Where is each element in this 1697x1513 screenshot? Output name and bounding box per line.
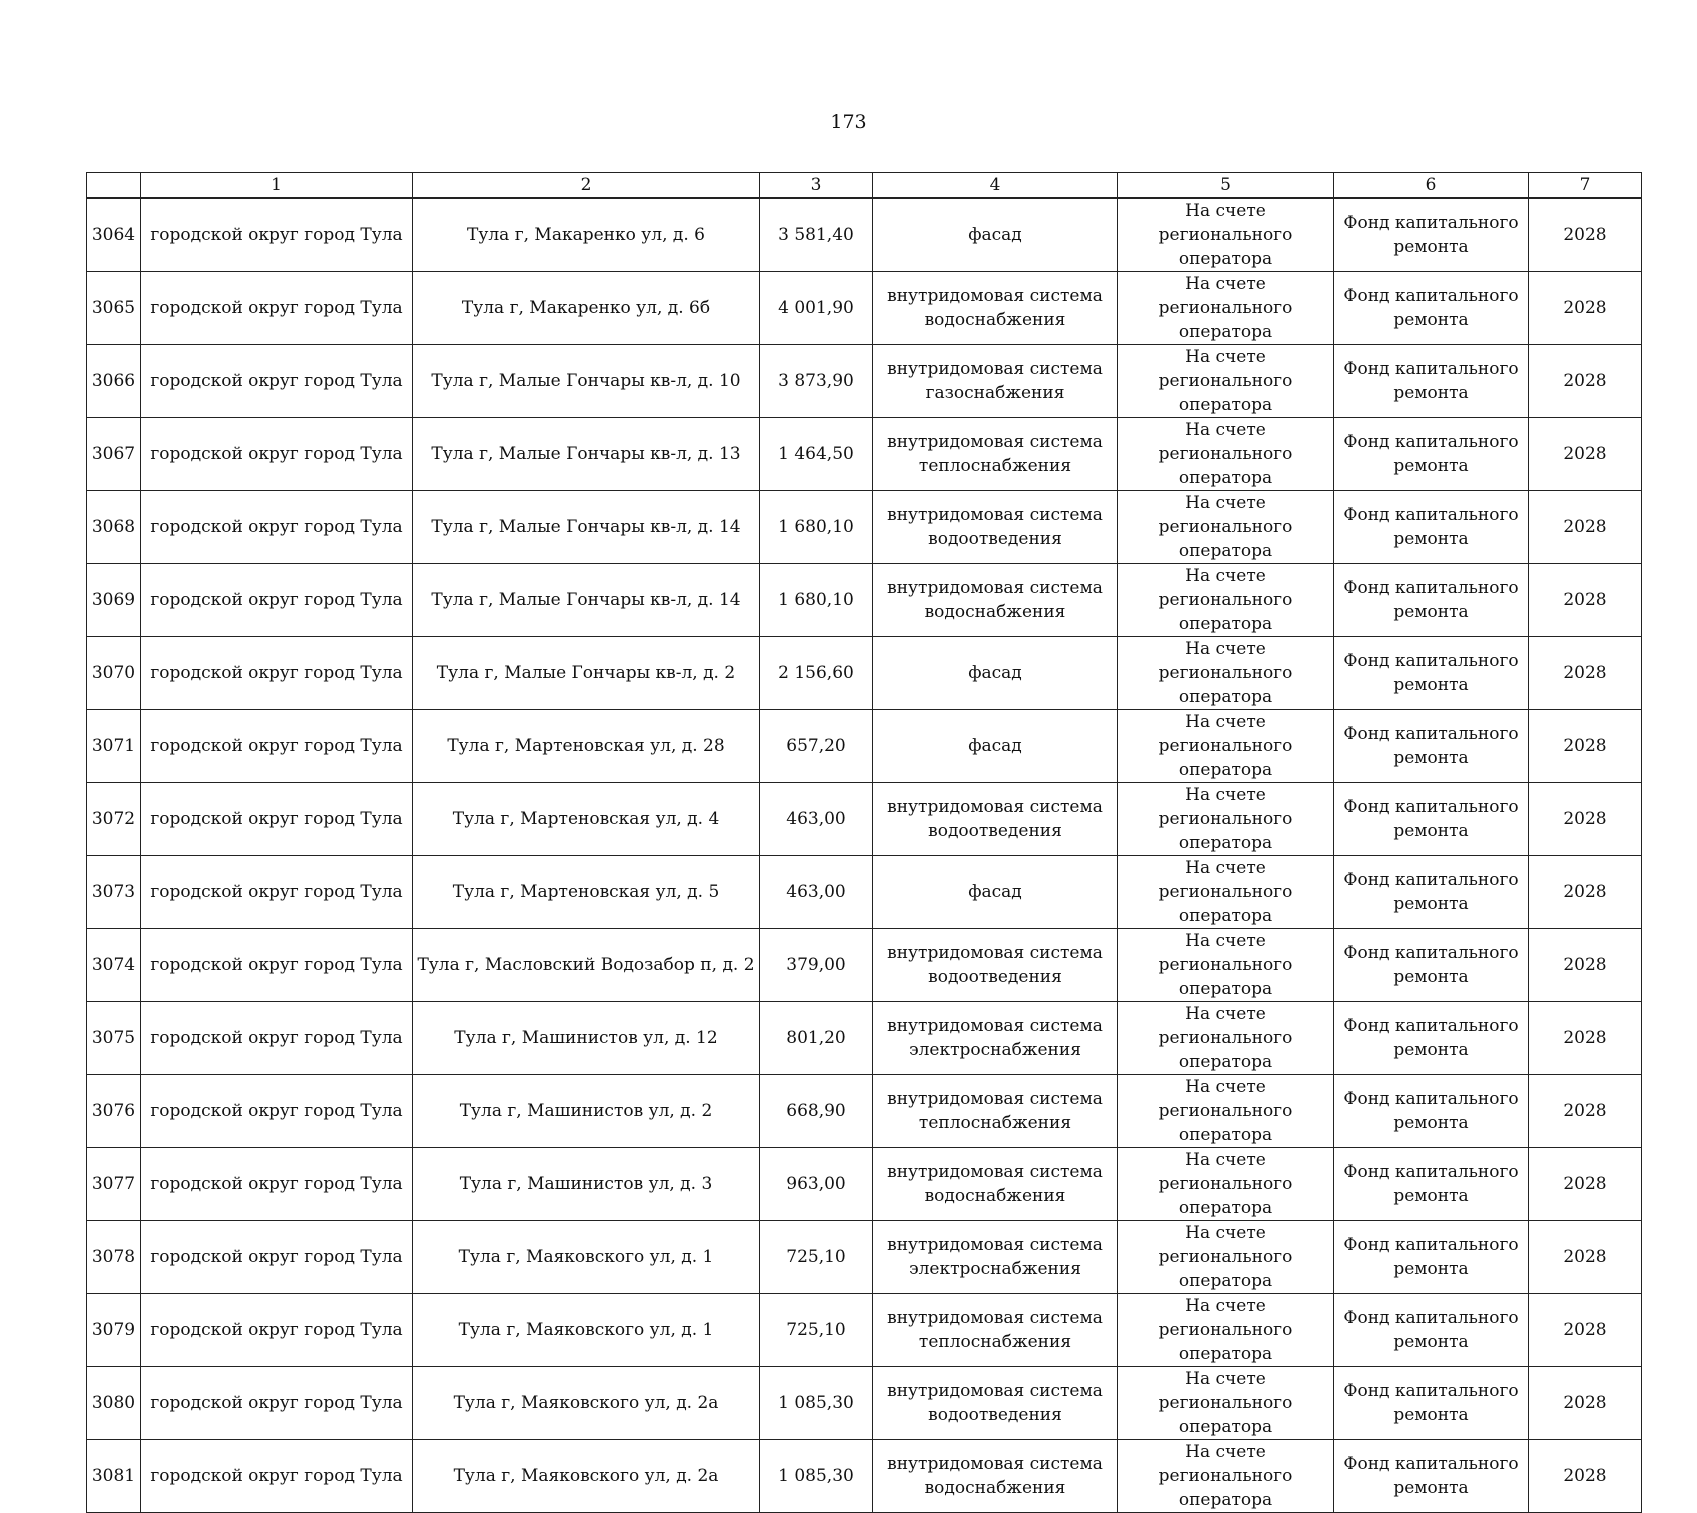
work-type-cell: внутридомовая система водоснабжения	[873, 1440, 1118, 1513]
fund-account-cell: На счете регионального оператора	[1118, 491, 1334, 564]
fund-account-cell: На счете регионального оператора	[1118, 929, 1334, 1002]
municipality-cell: городской округ город Тула	[141, 345, 413, 418]
area-cell: 657,20	[760, 710, 873, 783]
column-header: 3	[760, 173, 873, 199]
table-row	[87, 710, 1642, 783]
work-type-cell: внутридомовая система электроснабжения	[873, 1221, 1118, 1294]
municipality-cell: городской округ город Тула	[141, 1294, 413, 1367]
municipality-cell: городской округ город Тула	[141, 1002, 413, 1075]
fund-source-cell: Фонд капитального ремонта	[1334, 1002, 1529, 1075]
municipality-cell: городской округ город Тула	[141, 783, 413, 856]
municipality-cell: городской округ город Тула	[141, 856, 413, 929]
area-cell: 801,20	[760, 1002, 873, 1075]
table-row	[87, 1294, 1642, 1367]
municipality-cell: городской округ город Тула	[141, 491, 413, 564]
fund-account-cell: На счете регионального оператора	[1118, 1075, 1334, 1148]
table-row	[87, 1221, 1642, 1294]
fund-source-cell: Фонд капитального ремонта	[1334, 1367, 1529, 1440]
row-number-cell: 3078	[87, 1221, 141, 1294]
area-cell: 4 001,90	[760, 272, 873, 345]
year-cell: 2028	[1529, 198, 1642, 272]
fund-account-cell: На счете регионального оператора	[1118, 345, 1334, 418]
address-cell: Тула г, Маяковского ул, д. 1	[413, 1294, 760, 1367]
address-cell: Тула г, Машинистов ул, д. 12	[413, 1002, 760, 1075]
year-cell: 2028	[1529, 1075, 1642, 1148]
fund-account-cell: На счете регионального оператора	[1118, 1367, 1334, 1440]
fund-account-cell: На счете регионального оператора	[1118, 1440, 1334, 1513]
row-number-cell: 3069	[87, 564, 141, 637]
municipality-cell: городской округ город Тула	[141, 1075, 413, 1148]
year-cell: 2028	[1529, 1367, 1642, 1440]
work-type-cell: внутридомовая система электроснабжения	[873, 1002, 1118, 1075]
fund-account-cell: На счете регионального оператора	[1118, 1221, 1334, 1294]
address-cell: Тула г, Малые Гончары кв-л, д. 14	[413, 564, 760, 637]
municipality-cell: городской округ город Тула	[141, 272, 413, 345]
work-type-cell: внутридомовая система водоснабжения	[873, 272, 1118, 345]
work-type-cell: внутридомовая система водоотведения	[873, 783, 1118, 856]
work-type-cell: фасад	[873, 198, 1118, 272]
fund-source-cell: Фонд капитального ремонта	[1334, 856, 1529, 929]
year-cell: 2028	[1529, 272, 1642, 345]
row-number-cell: 3067	[87, 418, 141, 491]
area-cell: 1 464,50	[760, 418, 873, 491]
fund-account-cell: На счете регионального оператора	[1118, 1294, 1334, 1367]
fund-source-cell: Фонд капитального ремонта	[1334, 783, 1529, 856]
fund-source-cell: Фонд капитального ремонта	[1334, 564, 1529, 637]
fund-account-cell: На счете регионального оператора	[1118, 418, 1334, 491]
address-cell: Тула г, Машинистов ул, д. 2	[413, 1075, 760, 1148]
municipality-cell: городской округ город Тула	[141, 1367, 413, 1440]
fund-account-cell: На счете регионального оператора	[1118, 564, 1334, 637]
year-cell: 2028	[1529, 1148, 1642, 1221]
table-header-row	[87, 173, 1642, 199]
row-number-cell: 3064	[87, 198, 141, 272]
table-row	[87, 637, 1642, 710]
area-cell: 1 085,30	[760, 1440, 873, 1513]
work-type-cell: внутридомовая система теплоснабжения	[873, 418, 1118, 491]
work-type-cell: фасад	[873, 856, 1118, 929]
fund-source-cell: Фонд капитального ремонта	[1334, 198, 1529, 272]
fund-source-cell: Фонд капитального ремонта	[1334, 272, 1529, 345]
table-row	[87, 1075, 1642, 1148]
row-number-cell: 3065	[87, 272, 141, 345]
address-cell: Тула г, Маяковского ул, д. 2а	[413, 1367, 760, 1440]
area-cell: 3 873,90	[760, 345, 873, 418]
address-cell: Тула г, Малые Гончары кв-л, д. 2	[413, 637, 760, 710]
table-row	[87, 564, 1642, 637]
municipality-cell: городской округ город Тула	[141, 710, 413, 783]
row-number-cell: 3073	[87, 856, 141, 929]
row-number-cell: 3074	[87, 929, 141, 1002]
column-header: 7	[1529, 173, 1642, 199]
year-cell: 2028	[1529, 418, 1642, 491]
fund-source-cell: Фонд капитального ремонта	[1334, 1148, 1529, 1221]
fund-account-cell: На счете регионального оператора	[1118, 783, 1334, 856]
municipality-cell: городской округ город Тула	[141, 418, 413, 491]
work-type-cell: фасад	[873, 710, 1118, 783]
address-cell: Тула г, Малые Гончары кв-л, д. 13	[413, 418, 760, 491]
area-cell: 1 680,10	[760, 564, 873, 637]
table-row	[87, 1367, 1642, 1440]
year-cell: 2028	[1529, 491, 1642, 564]
area-cell: 725,10	[760, 1294, 873, 1367]
table-row	[87, 1002, 1642, 1075]
table-row	[87, 1440, 1642, 1513]
year-cell: 2028	[1529, 1002, 1642, 1075]
area-cell: 463,00	[760, 783, 873, 856]
address-cell: Тула г, Маяковского ул, д. 1	[413, 1221, 760, 1294]
fund-account-cell: На счете регионального оператора	[1118, 272, 1334, 345]
municipality-cell: городской округ город Тула	[141, 1148, 413, 1221]
fund-source-cell: Фонд капитального ремонта	[1334, 1440, 1529, 1513]
year-cell: 2028	[1529, 783, 1642, 856]
address-cell: Тула г, Малые Гончары кв-л, д. 10	[413, 345, 760, 418]
row-number-cell: 3080	[87, 1367, 141, 1440]
column-header	[87, 173, 141, 199]
address-cell: Тула г, Макаренко ул, д. 6	[413, 198, 760, 272]
column-header: 4	[873, 173, 1118, 199]
area-cell: 1 085,30	[760, 1367, 873, 1440]
row-number-cell: 3071	[87, 710, 141, 783]
column-header: 6	[1334, 173, 1529, 199]
fund-account-cell: На счете регионального оператора	[1118, 1148, 1334, 1221]
table-row	[87, 272, 1642, 345]
fund-source-cell: Фонд капитального ремонта	[1334, 491, 1529, 564]
fund-source-cell: Фонд капитального ремонта	[1334, 345, 1529, 418]
work-type-cell: внутридомовая система водоснабжения	[873, 1148, 1118, 1221]
fund-account-cell: На счете регионального оператора	[1118, 637, 1334, 710]
row-number-cell: 3077	[87, 1148, 141, 1221]
fund-source-cell: Фонд капитального ремонта	[1334, 1221, 1529, 1294]
year-cell: 2028	[1529, 1221, 1642, 1294]
work-type-cell: внутридомовая система теплоснабжения	[873, 1294, 1118, 1367]
area-cell: 725,10	[760, 1221, 873, 1294]
fund-source-cell: Фонд капитального ремонта	[1334, 929, 1529, 1002]
table-row	[87, 491, 1642, 564]
address-cell: Тула г, Масловский Водозабор п, д. 2	[413, 929, 760, 1002]
row-number-cell: 3066	[87, 345, 141, 418]
address-cell: Тула г, Мартеновская ул, д. 4	[413, 783, 760, 856]
fund-source-cell: Фонд капитального ремонта	[1334, 637, 1529, 710]
fund-source-cell: Фонд капитального ремонта	[1334, 1294, 1529, 1367]
row-number-cell: 3081	[87, 1440, 141, 1513]
fund-source-cell: Фонд капитального ремонта	[1334, 1075, 1529, 1148]
area-cell: 963,00	[760, 1148, 873, 1221]
row-number-cell: 3075	[87, 1002, 141, 1075]
municipality-cell: городской округ город Тула	[141, 637, 413, 710]
municipality-cell: городской округ город Тула	[141, 564, 413, 637]
area-cell: 3 581,40	[760, 198, 873, 272]
area-cell: 379,00	[760, 929, 873, 1002]
year-cell: 2028	[1529, 564, 1642, 637]
municipality-cell: городской округ город Тула	[141, 1440, 413, 1513]
table-row	[87, 1148, 1642, 1221]
address-cell: Тула г, Макаренко ул, д. 6б	[413, 272, 760, 345]
address-cell: Тула г, Мартеновская ул, д. 5	[413, 856, 760, 929]
table-row	[87, 783, 1642, 856]
year-cell: 2028	[1529, 637, 1642, 710]
area-cell: 2 156,60	[760, 637, 873, 710]
fund-source-cell: Фонд капитального ремонта	[1334, 710, 1529, 783]
area-cell: 1 680,10	[760, 491, 873, 564]
fund-account-cell: На счете регионального оператора	[1118, 856, 1334, 929]
year-cell: 2028	[1529, 856, 1642, 929]
fund-account-cell: На счете регионального оператора	[1118, 198, 1334, 272]
work-type-cell: внутридомовая система водоснабжения	[873, 564, 1118, 637]
fund-account-cell: На счете регионального оператора	[1118, 1002, 1334, 1075]
address-cell: Тула г, Машинистов ул, д. 3	[413, 1148, 760, 1221]
row-number-cell: 3072	[87, 783, 141, 856]
work-type-cell: внутридомовая система водоотведения	[873, 1367, 1118, 1440]
year-cell: 2028	[1529, 1440, 1642, 1513]
year-cell: 2028	[1529, 710, 1642, 783]
address-cell: Тула г, Малые Гончары кв-л, д. 14	[413, 491, 760, 564]
work-type-cell: внутридомовая система теплоснабжения	[873, 1075, 1118, 1148]
area-cell: 463,00	[760, 856, 873, 929]
table-row	[87, 418, 1642, 491]
area-cell: 668,90	[760, 1075, 873, 1148]
table-row	[87, 345, 1642, 418]
row-number-cell: 3076	[87, 1075, 141, 1148]
work-type-cell: фасад	[873, 637, 1118, 710]
column-header: 5	[1118, 173, 1334, 199]
work-type-cell: внутридомовая система водоотведения	[873, 929, 1118, 1002]
year-cell: 2028	[1529, 1294, 1642, 1367]
work-type-cell: внутридомовая система водоотведения	[873, 491, 1118, 564]
table-row	[87, 198, 1642, 272]
fund-source-cell: Фонд капитального ремонта	[1334, 418, 1529, 491]
work-type-cell: внутридомовая система газоснабжения	[873, 345, 1118, 418]
column-header: 1	[141, 173, 413, 199]
row-number-cell: 3068	[87, 491, 141, 564]
year-cell: 2028	[1529, 345, 1642, 418]
table-body	[87, 198, 1642, 1513]
year-cell: 2028	[1529, 929, 1642, 1002]
table-row	[87, 929, 1642, 1002]
address-cell: Тула г, Маяковского ул, д. 2а	[413, 1440, 760, 1513]
table-row	[87, 856, 1642, 929]
address-cell: Тула г, Мартеновская ул, д. 28	[413, 710, 760, 783]
municipality-cell: городской округ город Тула	[141, 198, 413, 272]
row-number-cell: 3079	[87, 1294, 141, 1367]
row-number-cell: 3070	[87, 637, 141, 710]
fund-account-cell: На счете регионального оператора	[1118, 710, 1334, 783]
registry-table	[86, 172, 1642, 1513]
page-number: 173	[830, 111, 867, 133]
column-header: 2	[413, 173, 760, 199]
municipality-cell: городской округ город Тула	[141, 1221, 413, 1294]
municipality-cell: городской округ город Тула	[141, 929, 413, 1002]
